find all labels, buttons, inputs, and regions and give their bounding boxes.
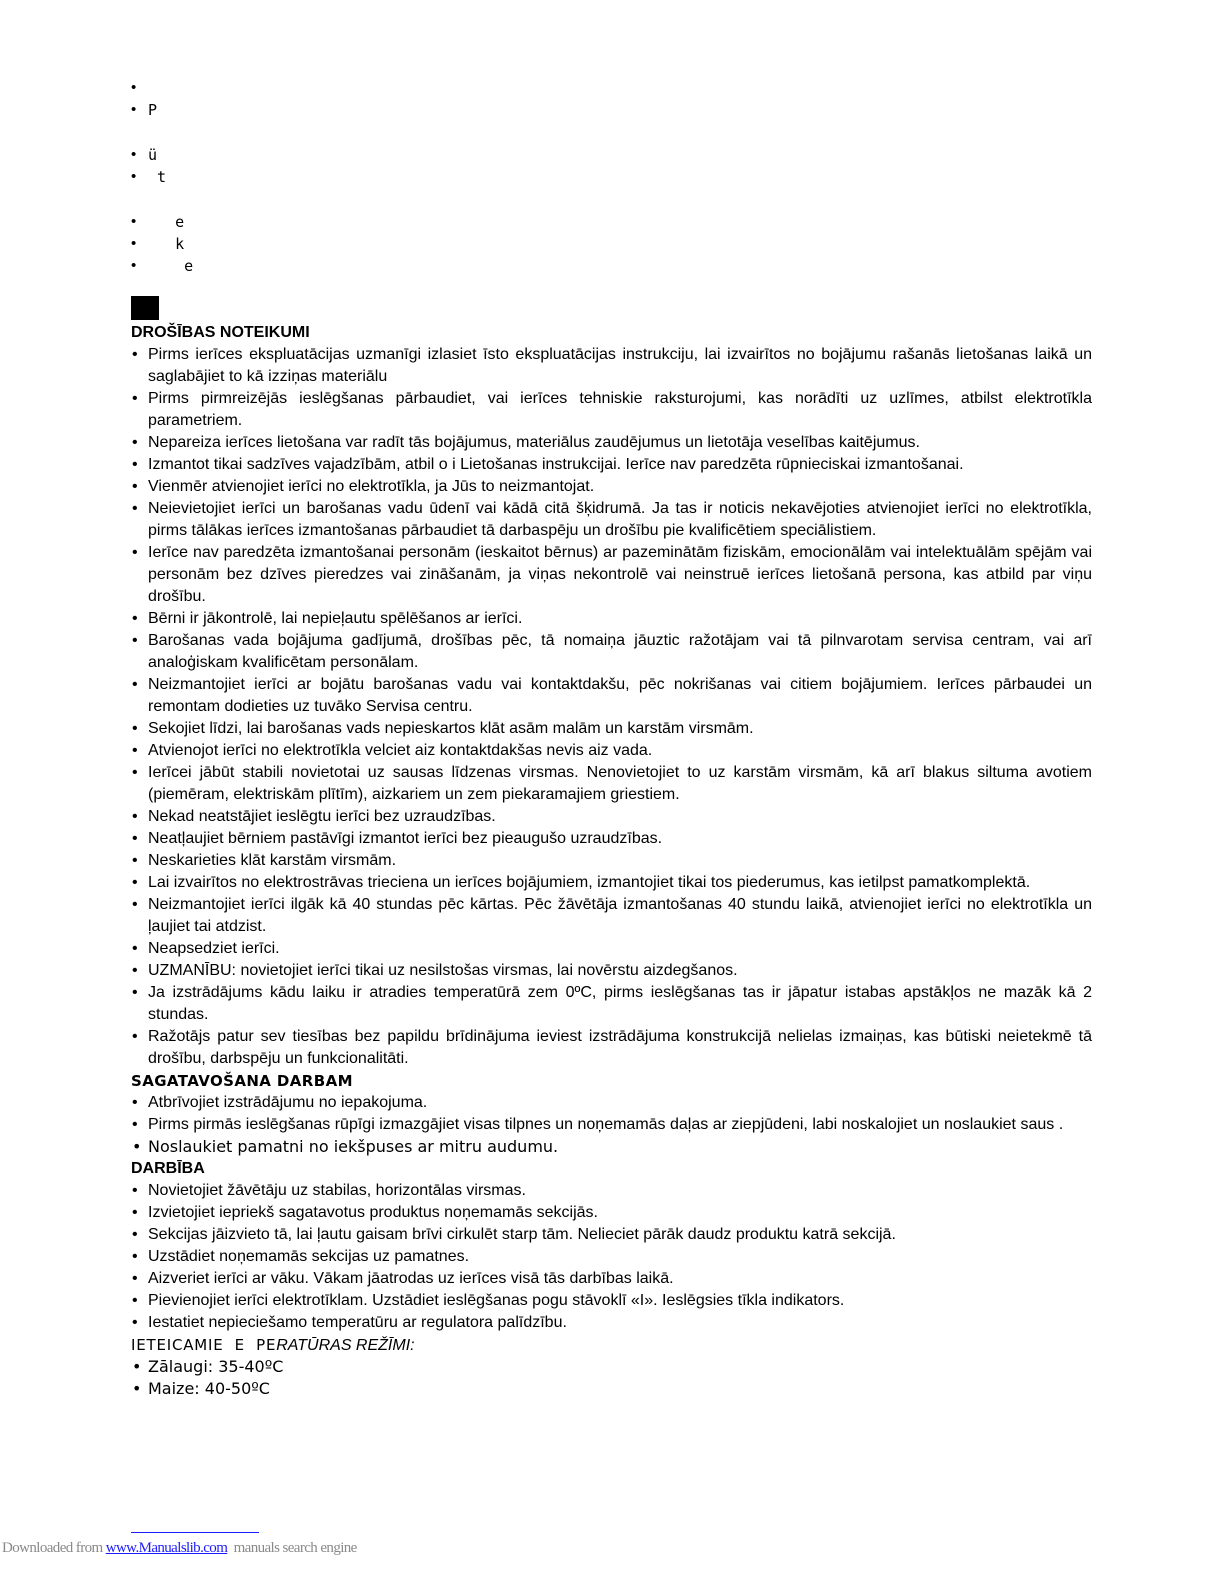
list-item: • Aizveriet ierīci ar vāku. Vākam jāatrodas uz ierīces visā tās darbības laikā.: [131, 1268, 1092, 1290]
temperature-heading-colon: :: [410, 1337, 415, 1354]
list-item: • Novietojiet žāvētāju uz stabilas, horizontālas virsmas.: [131, 1180, 1092, 1202]
list-item: • Pirms pirmreizējās ieslēgšanas pārbaudiet, vai ierīces tehniskie raksturojumi, kas norādīti uz uzlīmes, atbilst elektrotīkla parametriem.: [131, 388, 1092, 432]
footer-suffix: manuals search engine: [227, 1540, 357, 1556]
list-item: • Neatļaujiet bērniem pastāvīgi izmantot ierīci bez pieaugušo uzraudzības.: [131, 828, 1092, 850]
footer-prefix: Downloaded from: [2, 1540, 106, 1556]
list-item: • Zālaugi: 35-40ºC: [131, 1356, 1092, 1378]
list-item: • Uzstādiet noņemamās sekcijas uz pamatnes.: [131, 1246, 1092, 1268]
list-item: • Barošanas vada bojājuma gadījumā, drošības pēc, tā nomaiņa jāuztic ražotājam vai tā pilnvarotam servisa centram, vai arī analoģiskam kvalificētam personālam.: [131, 630, 1092, 674]
list-item: • Ja izstrādājums kādu laiku ir atradies temperatūrā zem 0ºC, pirms ieslēgšanas tas ir jāpatur istabas apstākļos ne mazāk kā 2 stundas.: [131, 982, 1092, 1026]
list-item: • Izvietojiet iepriekš sagatavotus produktus noņemamās sekcijās.: [131, 1202, 1092, 1224]
list-item: • Sekojiet līdzi, lai barošanas vads nepieskartos klāt asām malām un karstām virsmām.: [131, 718, 1092, 740]
manualslib-link[interactable]: www.Manualslib.com: [105, 1540, 228, 1556]
list-item: • Ierīce nav paredzēta izmantošanai personām (ieskaitot bērnus) ar pazeminātām fiziskām, emocionālām vai intelektuālām spējām vai personām bez dzīves pieredzes vai zināšanām, ja viņas nekontrolē vai neinstruē ierīces lietošanā persona, kas atbild par viņu drošību.: [131, 542, 1092, 608]
list-item: • Neievietojiet ierīci un barošanas vadu ūdenī vai kādā citā šķidrumā. Ja tas ir noticis nekavējoties atvienojiet ierīci no elektrotīkla, pirms tālākas ierīces izmantošanas pārbaudiet tā darbaspēju un drošību pie kvalificētiem speciālistiem.: [131, 498, 1092, 542]
list-item: • Neizmantojiet ierīci ar bojātu barošanas vadu vai kontaktdakšu, pēc nokrišanas vai citiem bojājumiem. Ierīces pārbaudei un remontam dodieties uz tuvāko Servisa centru.: [131, 674, 1092, 718]
preparation-heading: SAGATAVOŠANA DARBAM: [131, 1072, 353, 1090]
top-fragment-list: [131, 77, 193, 277]
list-item: • Sekcijas jāizvieto tā, lai ļautu gaisam brīvi cirkulēt starp tām. Nelieciet pārāk daudz produktu katrā sekcijā.: [131, 1224, 1092, 1246]
preparation-list: [131, 1092, 1092, 1158]
list-item: • ü: [131, 144, 193, 166]
temperature-heading-italic: RATŪRAS REŽĪMI: [276, 1337, 411, 1354]
operation-list: [131, 1180, 1092, 1334]
language-marker-block: [131, 296, 159, 320]
list-item: • k: [131, 233, 193, 255]
list-item: • Bērni ir jākontrolē, lai nepieļautu spēlēšanos ar ierīci.: [131, 608, 1092, 630]
list-item: • e: [131, 211, 193, 233]
list-item: • Vienmēr atvienojiet ierīci no elektrotīkla, ja Jūs to neizmantojat.: [131, 476, 1092, 498]
list-item: • Atvienojot ierīci no elektrotīkla velciet aiz kontaktdakšas nevis aiz vada.: [131, 740, 1092, 762]
temperature-heading: [131, 1334, 1092, 1356]
footer-download-note: [2, 1540, 357, 1557]
list-item: • P: [131, 99, 193, 121]
temperature-list: [131, 1356, 1092, 1400]
list-item: • t: [131, 166, 193, 188]
list-item: • Neapsedziet ierīci.: [131, 938, 1092, 960]
list-item: • UZMANĪBU: novietojiet ierīci tikai uz nesilstošas virsmas, lai novērstu aizdegšanos.: [131, 960, 1092, 982]
list-item: • Neskarieties klāt karstām virsmām.: [131, 850, 1092, 872]
safety-heading: DROŠĪBAS NOTEIKUMI: [131, 324, 310, 341]
list-item: • Atbrīvojiet izstrādājumu no iepakojuma.: [131, 1092, 1092, 1114]
list-item: • e: [131, 255, 193, 277]
list-item: • Pirms ierīces ekspluatācijas uzmanīgi izlasiet īsto ekspluatācijas instrukciju, lai izvairītos no bojājumu rašanās lietošanas laikā un saglabājiet to kā izziņas materiālu: [131, 344, 1092, 388]
list-item: • Ierīcei jābūt stabili novietotai uz sausas līdzenas virsmas. Nenovietojiet to uz karstām virsmām, kā arī blakus siltuma avotiem (piemēram, elektriskām plītīm), aizkariem un zem piekaramajiem griestiem.: [131, 762, 1092, 806]
list-item: • Lai izvairītos no elektrostrāvas trieciena un ierīces bojājumiem, izmantojiet tikai tos piederumus, kas ietilpst pamatkomplektā.: [131, 872, 1092, 894]
list-item: • Pievienojiet ierīci elektrotīklam. Uzstādiet ieslēgšanas pogu stāvoklī «I». Ieslēgsies tīkla indikators.: [131, 1290, 1092, 1312]
list-item: • Noslaukiet pamatni no iekšpuses ar mitru audumu.: [131, 1136, 1092, 1158]
list-item: • Nepareiza ierīces lietošana var radīt tās bojājumus, materiālus zaudējumus un lietotāja veselības kaitējumus.: [131, 432, 1092, 454]
list-item: • Pirms pirmās ieslēgšanas rūpīgi izmazgājiet visas tilpnes un noņemamās daļas ar ziepjūdeni, labi noskalojiet un noslaukiet saus .: [131, 1114, 1092, 1136]
operation-heading: DARBĪBA: [131, 1160, 205, 1177]
list-item: • Ražotājs patur sev tiesības bez papildu brīdinājuma ieviest izstrādājuma konstrukcijā nelielas izmaiņas, kas būtiski neietekmē tā drošību, darbspēju un funkcionalitāti.: [131, 1026, 1092, 1070]
safety-list: [131, 344, 1092, 1070]
list-item: • Iestatiet nepieciešamo temperatūru ar regulatora palīdzību.: [131, 1312, 1092, 1334]
list-item: • Nekad neatstājiet ieslēgtu ierīci bez uzraudzības.: [131, 806, 1092, 828]
list-item: • Izmantot tikai sadzīves vajadzībām, atbil o i Lietošanas instrukcijai. Ierīce nav paredzēta rūpnieciskai izmantošanai.: [131, 454, 1092, 476]
list-item: [131, 77, 193, 99]
manual-content: [131, 322, 1092, 1400]
list-item: • Neizmantojiet ierīci ilgāk kā 40 stundas pēc kārtas. Pēc žāvētāja izmantošanas 40 stundu laikā, atvienojiet ierīci no elektrotīkla un ļaujiet tai atdzist.: [131, 894, 1092, 938]
footer-divider: [131, 1532, 259, 1533]
temperature-heading-plain: IETEICAMIE E PE: [131, 1336, 277, 1354]
list-item: • Maize: 40-50ºC: [131, 1378, 1092, 1400]
